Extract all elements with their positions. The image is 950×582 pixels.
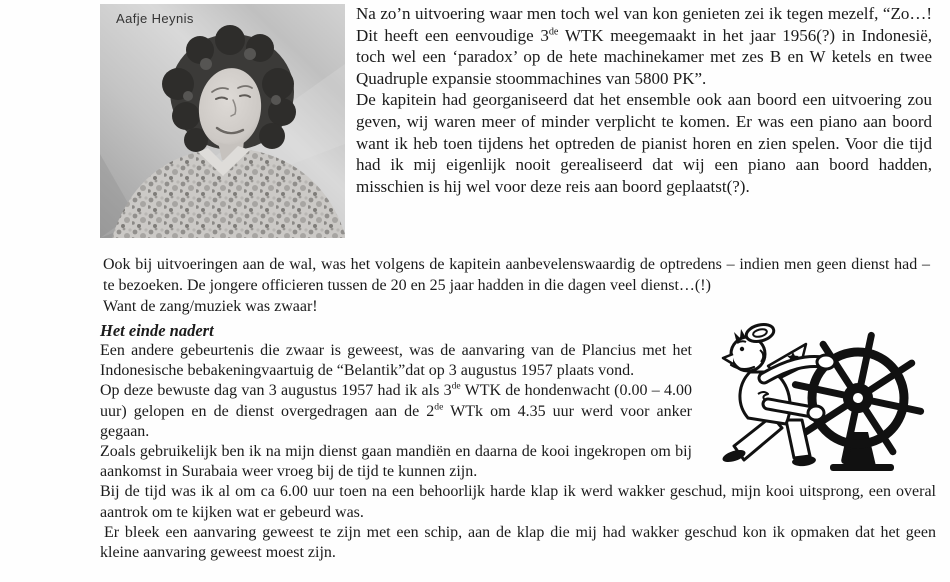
- paragraph-zang: Want de zang/muziek was zwaar!: [103, 298, 318, 315]
- paragraph-hondenwacht: Op deze bewuste dag van 3 augustus 1957 had ik als 3de WTK de hondenwacht (0.00 – 4.00 uur) gelopen en de dienst overgedragen aan de 2de WTk om 4.35 uur werd voor anker gegaan.: [100, 381, 692, 440]
- paragraph-uitvoering: Na zo’n uitvoering waar men toch wel van kon genieten zei ik tegen mezelf, “Zo…! Dit heeft een eenvoudige 3de WTK meegemaakt in het jaar 1956(?) in Indonesië, toch wel een ‘paradox’ op de hete machinekamer met zes B en W ketels en twee Quadruple expansie stoommachines van 5800 PK”.: [356, 4, 932, 88]
- paragraph-kapitein: De kapitein had georganiseerd dat het ensemble ook aan boord een uitvoering zou geven, wij waren meer of minder verplicht te komen. Er was een piano aan boord want ik heb toen tijdens het optreden de pianist horen en zien spelen. Voor die tijd had ik mij eigenlijk nooit gerealiseerd dat wij een piano aan boord hadden, misschien is hij wel voor deze reis aan boord geplaatst(?).: [356, 90, 932, 196]
- paragraph-klap: Bij de tijd was ik al om ca 6.00 uur toen na een behoorlijk harde klap ik werd wakker geschud, mijn kooi uitsprong, een overal aantrok om te kijken wat er gebeurd was.: [100, 483, 936, 521]
- wal-paragraph-block: [103, 254, 930, 317]
- paragraph-schip: Er bleek een aanvaring geweest te zijn met een schip, aan de klap die mij had wakker geschud kon ik opmaken dat het geen kleine aanvaring geweest moest zijn.: [100, 523, 936, 562]
- paragraph-aanvaring: Een andere gebeurtenis die zwaar is geweest, was de aanvaring van de Plancius met het Indonesische bebakeningvaartuig de “Belantik”dat op 3 augustus 1957 plaats vond.: [100, 342, 692, 380]
- paragraph-wal: Ook bij uitvoeringen aan de wal, was het volgens de kapitein aanbevelenswaardig de optredens – indien men geen dienst had – te bezoeken. De jongere officieren tussen de 20 en 25 jaar hadden in die dagen veel dienst…(!): [103, 256, 930, 294]
- section-heading: Het einde nadert: [100, 321, 214, 340]
- einde-section: [100, 320, 936, 563]
- sailor-at-wheel-icon: [698, 320, 936, 472]
- paragraph-mandien: Zoals gebruikelijk ben ik na mijn dienst gaan mandiën en daarna de kooi ingekropen om bij aankomst in Surabaia weer vroeg bij de tijd te kunnen zijn.: [100, 443, 692, 481]
- portrait-photo-image: [100, 4, 345, 238]
- portrait-photo: [100, 4, 345, 238]
- sailor-figure: [721, 322, 835, 467]
- photo-caption: Aafje Heynis: [116, 11, 194, 26]
- sailor-helm-illustration: [698, 320, 936, 472]
- intro-text-column: [356, 3, 932, 197]
